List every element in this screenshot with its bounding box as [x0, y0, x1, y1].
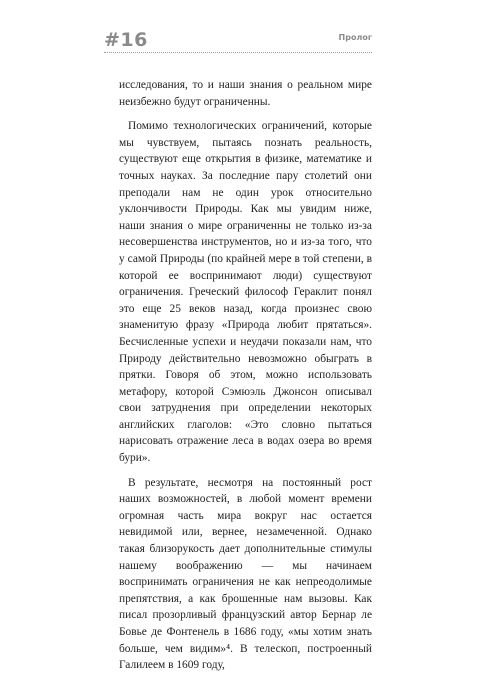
paragraph: В результате, несмотря на постоянный рост наших возможностей, в любой момент времени огромная часть мира вокруг нас остается невидимой или, вернее, незамеченной. Однако такая близорукость дает дополнительные стимулы нашему воображению — мы начинаем воспринимать ограничения не как непреодолимые препятствия, а как брошенные нам вызовы. Как писал прозорливый французский автор Бернар ле Бовье де Фонтенель в 1686 году, «мы хотим знать больше, чем видим»⁴. В телескоп, построенный Галилеем в 1609 году,	[119, 476, 372, 672]
header-divider	[104, 52, 372, 53]
paragraph: Помимо технологических ограничений, которые мы чувствуем, пытаясь познать реальность, существуют еще открытия в физике, математике и точных науках. За последние пару столетий они преподали нам не один урок относительно уклончивости Природы. Как мы увидим ниже, наши знания о мире ограниченны не только из-за несовершенства инструментов, но и из-за того, что у самой Природы (по крайней мере в той степени, в которой ее воспринимают люди) существуют ограничения. Греческий философ Гераклит понял это еще 25 веков назад, когда произнес свою знаменитую фразу «Природа любит прятаться». Бесчисленные успехи и неудачи показали нам, что Природу действительно невозможно обыграть в прятки. Говоря об этом, можно использовать метафору, которой Сэмюэль Джонсон описывал свои затруднения при определении некоторых английских глаголов: «Это словно пытаться нарисовать отражение леса в водах озера во время бури».	[119, 120, 372, 465]
page-number: #16	[104, 29, 148, 51]
body-text	[119, 77, 372, 674]
chapter-title: Пролог	[338, 33, 372, 42]
paragraph-continued: исследования, то и наши знания о реальном мире неизбежно будут ограниченны.	[119, 79, 372, 108]
